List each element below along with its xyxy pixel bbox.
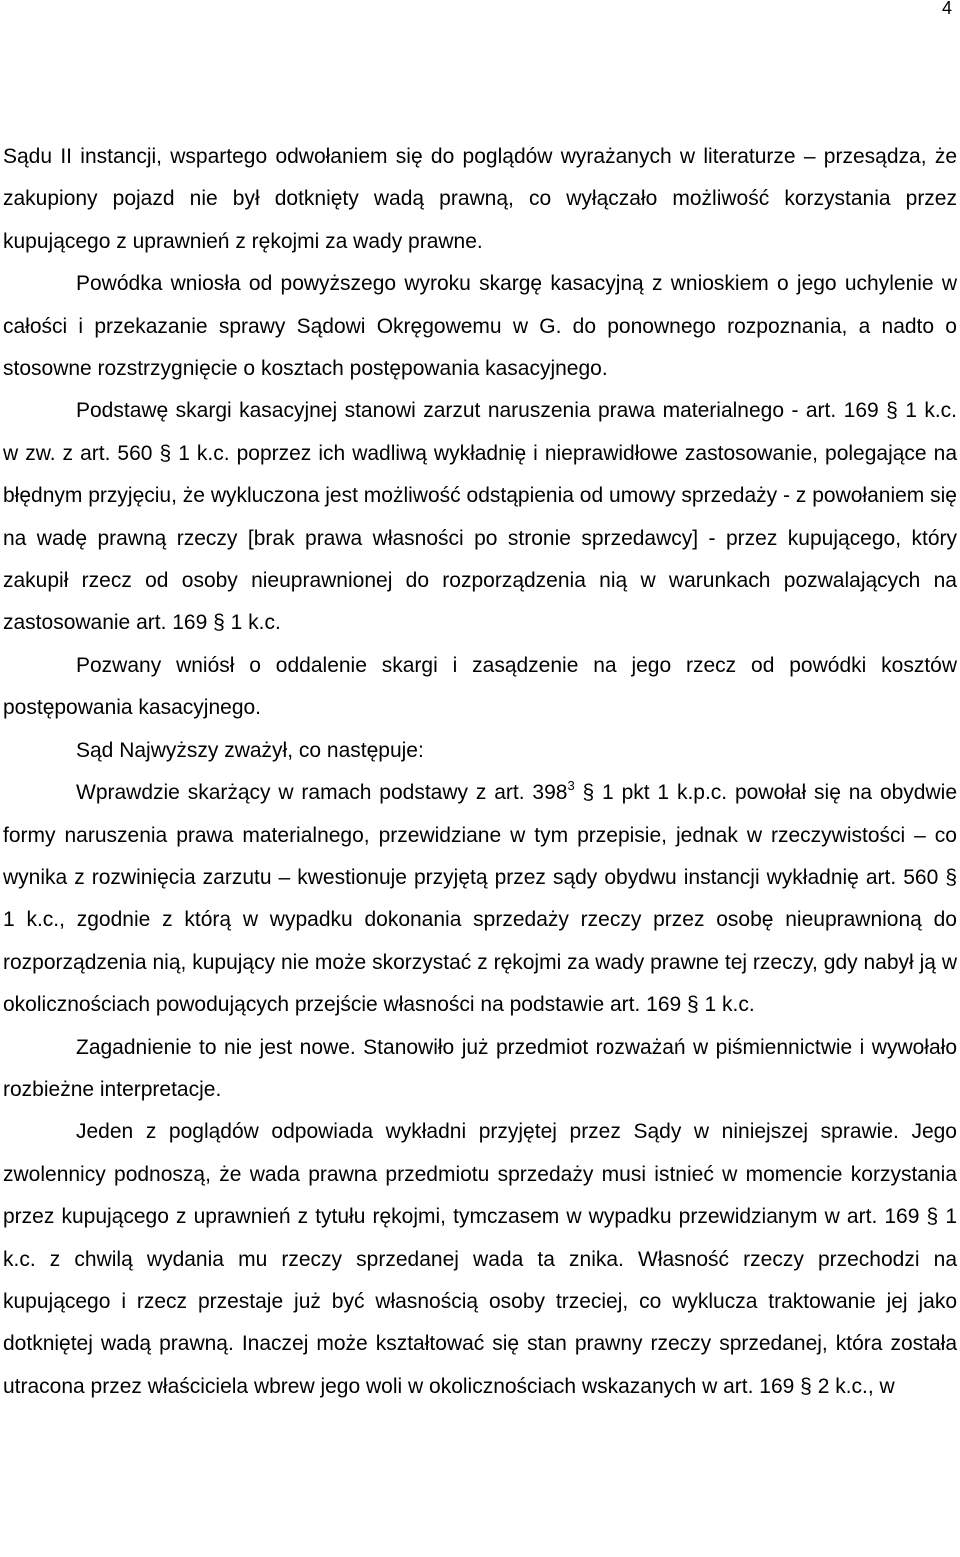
paragraph-4: Pozwany wniósł o oddalenie skargi i zasądzenie na jego rzecz od powódki kosztów postępowania kasacyjnego.	[3, 653, 957, 720]
page-number	[0, 0, 960, 19]
paragraph-6-before-superscript: Wprawdzie skarżący w ramach podstawy z art. 398	[76, 781, 568, 805]
paragraph-2: Powódka wniosła od powyższego wyroku skargę kasacyjną z wnioskiem o jego uchylenie w całości i przekazanie sprawy Sądowi Okręgowemu w G. do ponownego rozpoznania, a nadto o stosowne rozstrzygnięcie o kosztach postępowania kasacyjnego.	[3, 272, 957, 381]
document-body	[3, 136, 957, 1408]
paragraph-1: Sądu II instancji, wspartego odwołaniem się do poglądów wyrażanych w literaturze – przesądza, że zakupiony pojazd nie był dotknięty wadą prawną, co wyłączało możliwość korzystania przez kupującego z uprawnień z rękojmi za wady prawne.	[3, 145, 957, 253]
paragraph-7: Zagadnienie to nie jest nowe. Stanowiło już przedmiot rozważań w piśmiennictwie i wywołało rozbieżne interpretacje.	[3, 1035, 957, 1101]
page-number-text: 4	[941, 0, 952, 18]
paragraph-6-after-superscript: § 1 pkt 1 k.p.c. powołał się na obydwie formy naruszenia prawa materialnego, przewidziane w tym przepisie, jednak w rzeczywistości – co wynika z rozwinięcia zarzutu – kwestionuje przyjętą przez sądy obydwu instancji wykładnię art. 560 § 1 k.c., zgodnie z którą w wypadku dokonania sprzedaży rzeczy przez osobę nieuprawnioną do rozporządzenia nią, kupujący nie może skorzystać z rękojmi za wady prawne tej rzeczy, gdy nabył ją w okolicznościach powodujących przejście własności na podstawie art. 169 § 1 k.c.	[3, 781, 957, 1017]
paragraph-6	[3, 772, 957, 1026]
article-superscript: 3	[567, 778, 575, 794]
paragraph-3: Podstawę skargi kasacyjnej stanowi zarzut naruszenia prawa materialnego - art. 169 § 1 k.c. w zw. z art. 560 § 1 k.c. poprzez ich wadliwą wykładnię i nieprawidłowe zastosowanie, polegające na błędnym przyjęciu, że wykluczona jest możliwość odstąpienia od umowy sprzedaży - z powołaniem się na wadę prawną rzeczy [brak prawa własności po stronie sprzedawcy] - przez kupującego, który zakupił rzecz od osoby nieuprawnionej do rozporządzenia nią w warunkach pozwalających na zastosowanie art. 169 § 1 k.c.	[3, 399, 957, 635]
paragraph-5: Sąd Najwyższy zważył, co następuje:	[76, 738, 424, 762]
paragraph-8: Jeden z poglądów odpowiada wykładni przyjętej przez Sądy w niniejszej sprawie. Jego zwolennicy podnoszą, że wada prawna przedmiotu sprzedaży musi istnieć w momencie korzystania przez kupującego z uprawnień z tytułu rękojmi, tymczasem w wypadku przewidzianym w art. 169 § 1 k.c. z chwilą wydania mu rzeczy sprzedanej wada ta znika. Własność rzeczy przechodzi na kupującego i rzecz przestaje już być własnością osoby trzeciej, co wyklucza traktowanie jej jako dotkniętej wadą prawną. Inaczej może kształtować się stan prawny rzeczy sprzedanej, która została utracona przez właściciela wbrew jego woli w okolicznościach wskazanych w art. 169 § 2 k.c., w	[3, 1120, 957, 1398]
